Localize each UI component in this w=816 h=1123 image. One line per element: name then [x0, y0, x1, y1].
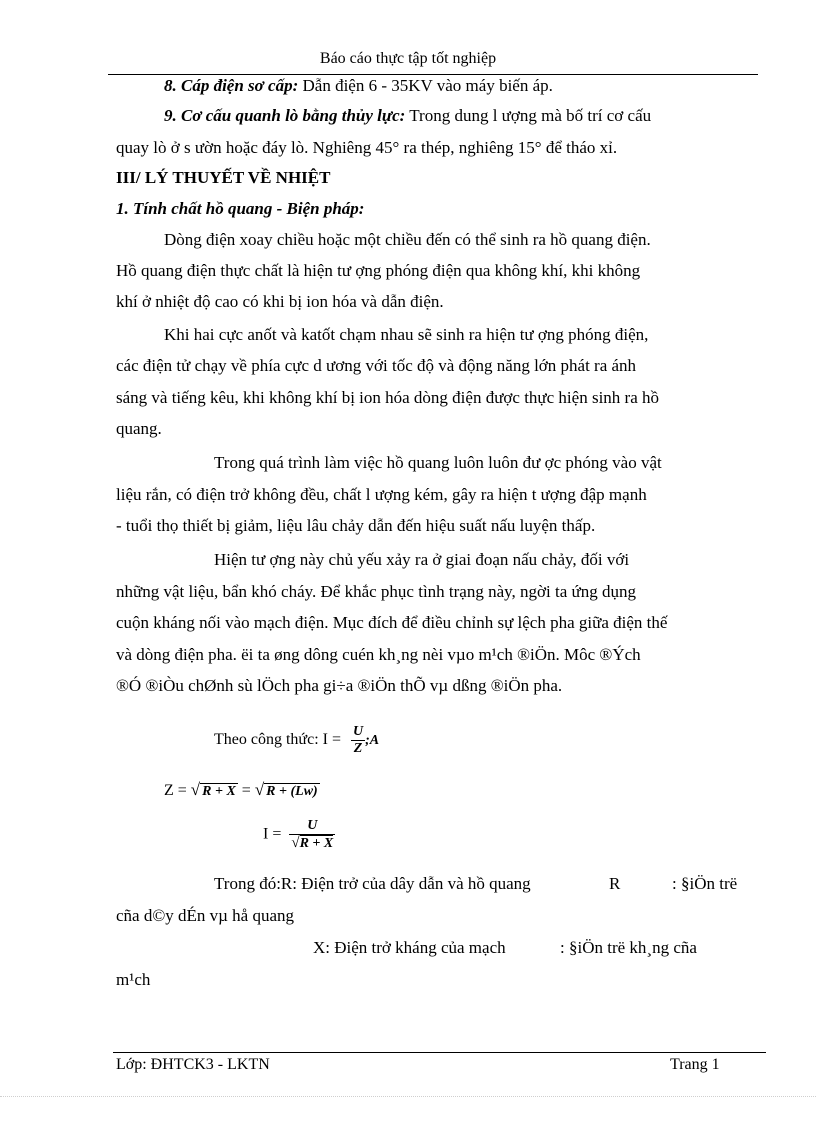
- formula-1-fraction: [351, 724, 365, 757]
- para4-line4: và dòng điện pha. ёi ta øng dông cuén kh¸ng nèi vµo m¹ch ®iÖn. Môc ®Ých: [116, 645, 641, 664]
- where-line3: X: Điện trở kháng của mạch: [313, 938, 506, 957]
- formula-3-prefix: I =: [263, 825, 282, 843]
- para1-line2: Hồ quang điện thực chất là hiện tư ợng phóng điện qua không khí, khi không: [116, 261, 641, 280]
- para4-line1: Hiện tư ợng này chủ yếu xảy ra ở giai đoạn nấu chảy, đối với: [214, 550, 630, 569]
- formula-1: [214, 724, 379, 757]
- page-bottom-dots: [0, 1096, 816, 1097]
- formula-3-fraction: [289, 818, 335, 852]
- formula-2-prefix: Z =: [164, 782, 187, 799]
- footer-rule: [113, 1052, 766, 1053]
- formula-2-radicand-2: R + (Lw): [266, 784, 318, 799]
- para2-line3: sáng và tiếng kêu, khi không khí bị ion hóa dòng điện được thực hiện sinh ra hồ: [116, 388, 659, 407]
- para4-line2: những vật liệu, bẩn khó cháy. Để khắc phục tình trạng này, ngời ta ứng dụng: [116, 582, 636, 601]
- formula-3-num: U: [307, 818, 318, 833]
- para3-line1: Trong quá trình làm việc hồ quang luôn luôn đư ợc phóng vào vật: [214, 453, 662, 472]
- header-rule: [108, 74, 758, 75]
- item-9-text: Trong dung l ượng mà bố trí cơ cấu: [405, 106, 652, 125]
- where-line2: cña d©y dÉn vµ hå quang: [116, 906, 295, 925]
- where-line1-r: R: [609, 874, 621, 893]
- para2-line4: quang.: [116, 419, 162, 438]
- section-heading: III/ LÝ THUYẾT VỀ NHIỆT: [116, 168, 331, 187]
- formula-1-prefix: Theo công thức: I =: [214, 731, 341, 749]
- formula-3-den: [289, 834, 335, 852]
- formula-1-num: U: [353, 724, 364, 739]
- formula-2: [164, 780, 320, 800]
- para2-line2: các điện tử chạy về phía cực d ương với tốc độ và động năng lớn phát ra ánh: [116, 356, 637, 375]
- item-9: [164, 106, 651, 126]
- item-9-label: 9. Cơ cấu quanh lò bằng thủy lực:: [164, 106, 406, 125]
- where-line1: Trong đó:R: Điện trở của dây dẫn và hồ quang: [214, 874, 531, 893]
- page-header: Báo cáo thực tập tốt nghiệp: [319, 50, 497, 67]
- formula-1-unit: ;A: [365, 733, 380, 749]
- sqrt-icon: √: [291, 835, 300, 851]
- footer-class: Lớp: ĐHTCK3 - LKTN: [116, 1056, 270, 1073]
- formula-2-eq: =: [241, 782, 251, 799]
- item-8-label: 8. Cáp điện sơ cấp:: [164, 76, 299, 95]
- para1-line3: khí ở nhiệt độ cao có khi bị ion hóa và dẫn điện.: [116, 292, 444, 311]
- item-8-text: Dẫn điện 6 - 35KV vào máy biến áp.: [298, 76, 553, 95]
- where-line1-tail: : §iÖn trë: [672, 874, 738, 893]
- footer-page-number: Trang 1: [670, 1056, 720, 1073]
- para3-line2: liệu rắn, có điện trở không đều, chất l ượng kém, gây ra hiện t ượng đập mạnh: [116, 485, 647, 504]
- para4-line3: cuộn kháng nối vào mạch điện. Mục đích để điều chỉnh sự lệch pha giữa điện thế: [116, 613, 668, 632]
- where-line3-tail: : §iÖn trë kh¸ng cña: [560, 938, 697, 957]
- formula-1-den: Z: [351, 740, 365, 757]
- formula-2-radicand-1: R + X: [202, 784, 236, 799]
- section-subheading: 1. Tính chất hồ quang - Biện pháp:: [116, 199, 365, 218]
- para2-line1: Khi hai cực anốt và katốt chạm nhau sẽ sinh ra hiện tư ợng phóng điện,: [164, 325, 649, 344]
- para1-line1: Dòng điện xoay chiều hoặc một chiều đến có thể sinh ra hồ quang điện.: [164, 230, 651, 249]
- para3-line3: - tuổi thọ thiết bị giảm, liệu lâu chảy dẫn đến hiệu suất nấu luyện thấp.: [116, 516, 596, 535]
- para4-line5: ®Ó ®iÒu chØnh sù lÖch pha gi÷a ®iÖn thÕ vµ dßng ®iÖn pha.: [116, 676, 563, 695]
- sqrt-icon: √: [254, 780, 265, 799]
- item-8: [164, 76, 553, 96]
- sqrt-icon: √: [190, 780, 201, 799]
- formula-3-radicand: R + X: [299, 836, 334, 851]
- item-9-cont: quay lò ở s ườn hoặc đáy lò. Nghiêng 45° ra thép, nghiêng 15° để tháo xỉ.: [116, 138, 618, 157]
- formula-3: [263, 818, 335, 852]
- where-line4: m¹ch: [116, 970, 151, 989]
